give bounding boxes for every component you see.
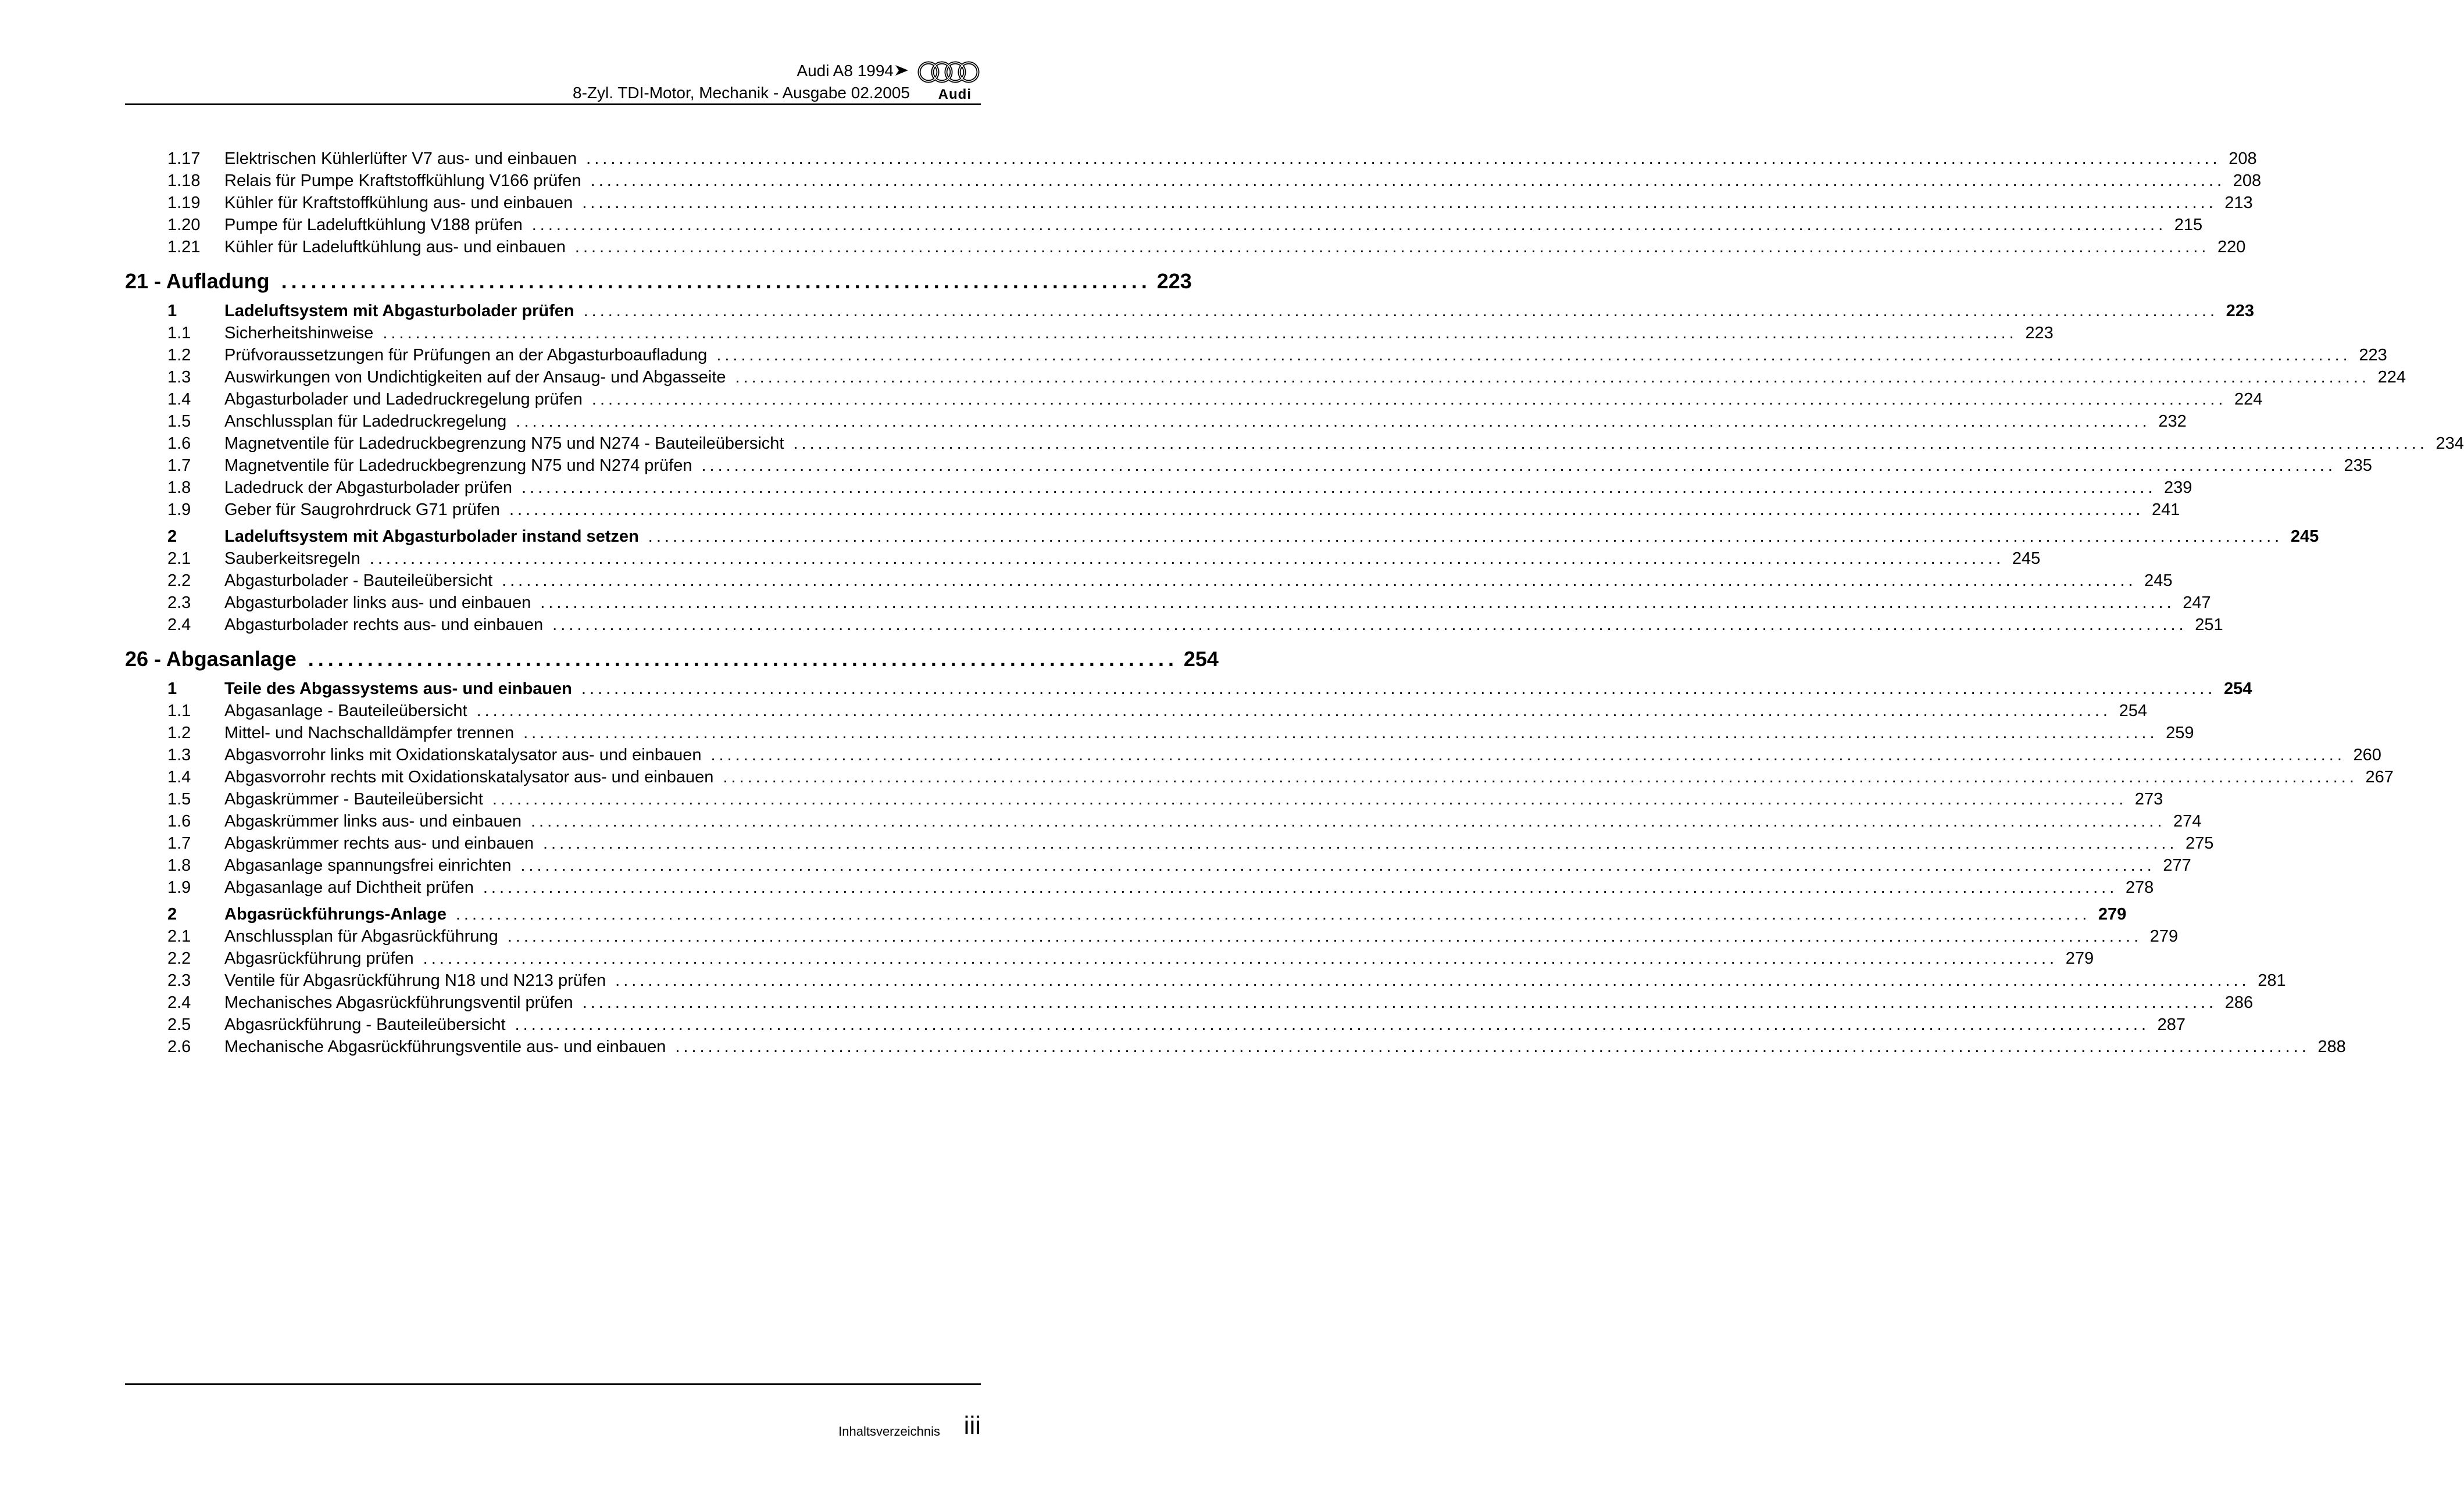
dot-leader: ........................................................................................................................................................................................................ (540, 593, 2175, 612)
toc-entry-page: 215 (2174, 216, 2203, 234)
toc-entry[interactable] (125, 700, 2147, 722)
table-of-contents (125, 148, 2464, 1058)
toc-entry-page: 260 (2353, 746, 2381, 764)
toc-entry-number: 2.1 (167, 549, 191, 568)
toc-entry-page: 277 (2163, 856, 2191, 875)
toc-entry-number: 2.4 (167, 993, 191, 1012)
toc-entry[interactable] (125, 832, 2214, 854)
toc-entry-page: 208 (2229, 149, 2257, 168)
toc-entry[interactable] (125, 322, 2054, 344)
toc-entry-number: 1.8 (167, 478, 191, 497)
audi-wordmark: Audi (938, 87, 972, 102)
dot-leader: ........................................................................................................................................................................................................ (423, 949, 2058, 968)
toc-entry-page: 254 (2119, 702, 2147, 720)
toc-entry[interactable] (125, 1036, 2346, 1058)
toc-entry-number: 1.1 (167, 324, 191, 342)
toc-entry[interactable] (125, 992, 2254, 1014)
toc-entry[interactable] (125, 970, 2286, 992)
dot-leader: ........................................................................................................................................................................................................ (723, 768, 2358, 786)
toc-entry-number: 1.4 (167, 390, 191, 409)
toc-entry-number: 1.17 (167, 149, 201, 168)
dot-leader: ........................................................................................................................................................................................................ (502, 571, 2137, 590)
toc-entry-number: 2.3 (167, 971, 191, 990)
dot-leader: ........................................................................................................................................................................................................ (492, 790, 2127, 809)
dot-leader: ........................................................................................................................................................................................................ (531, 812, 2166, 831)
toc-entry-number: 1.7 (167, 456, 191, 475)
toc-entry-page: 286 (2224, 993, 2254, 1012)
toc-entry-page: 288 (2317, 1038, 2346, 1056)
toc-entry-page: 223 (2025, 324, 2054, 342)
toc-entry-number: 1 (167, 679, 177, 698)
toc-entry[interactable] (125, 410, 2187, 432)
toc-entry-number: 2.2 (167, 949, 191, 968)
dot-leader: ........................................................................................................................................................................................................ (583, 302, 2219, 320)
toc-entry[interactable] (125, 788, 2163, 810)
header-subtitle: 8-Zyl. TDI-Motor, Mechanik - Ausgabe 02.2005 (573, 84, 910, 102)
dot-leader: ........................................................................................................................................................................................................ (552, 616, 2187, 634)
toc-entry[interactable] (125, 432, 2464, 455)
toc-entry-title: Anschlussplan für Abgasrückführung (224, 927, 498, 946)
toc-entry-page: 232 (2158, 412, 2187, 431)
toc-entry[interactable] (125, 300, 2255, 322)
dot-leader: ........................................................................................................................................................................................................ (507, 927, 2142, 946)
toc-entry-number: 2.3 (167, 593, 191, 612)
toc-entry[interactable] (125, 525, 2319, 548)
toc-entry-page: 223 (2226, 302, 2255, 320)
toc-entry-title: Abgaskrümmer rechts aus- und einbauen (224, 834, 534, 853)
dot-leader: ........................................................................................................................................................................................................ (483, 878, 2118, 897)
toc-entry-page: 279 (2065, 949, 2094, 968)
toc-entry-title: Anschlussplan für Ladedruckregelung (224, 412, 507, 431)
toc-entry[interactable] (125, 614, 2223, 636)
toc-entry-page: 235 (2344, 456, 2372, 475)
toc-entry-number: 2 (167, 905, 177, 924)
toc-entry[interactable] (125, 170, 2262, 192)
toc-entry[interactable] (125, 344, 2387, 366)
toc-entry-title: Elektrischen Kühlerlüfter V7 aus- und einbauen (224, 149, 577, 168)
toc-entry-title: Abgasrückführung prüfen (224, 949, 414, 968)
dot-leader: ........................................................................................ (281, 269, 1151, 293)
dot-leader: ........................................................................................................................................................................................................ (476, 702, 2111, 720)
toc-entry-title: Pumpe für Ladeluftkühlung V188 prüfen (224, 216, 523, 234)
toc-entry-title: Abgasvorrohr rechts mit Oxidationskatalysator aus- und einbauen (224, 768, 714, 786)
toc-entry-title: Kühler für Kraftstoffkühlung aus- und einbauen (224, 194, 573, 212)
toc-entry-number: 1.5 (167, 790, 191, 809)
toc-entry-title: Ventile für Abgasrückführung N18 und N213 prüfen (224, 971, 606, 990)
toc-entry-title: Abgasvorrohr links mit Oxidationskatalysator aus- und einbauen (224, 746, 702, 764)
dot-leader: ........................................................................................................................................................................................................ (582, 194, 2217, 212)
dot-leader: ........................................................................................................................................................................................................ (455, 905, 2091, 924)
dot-leader: ........................................................................................................................................................................................................ (574, 238, 2210, 256)
dot-leader: ........................................................................................................................................................................................................ (591, 390, 2227, 409)
toc-entry[interactable] (125, 499, 2180, 521)
toc-entry-number: 1.6 (167, 434, 191, 453)
toc-entry-title: Abgasanlage spannungsfrei einrichten (224, 856, 512, 875)
chapter-heading-21[interactable] (125, 269, 1192, 294)
toc-entry-title: Ladeluftsystem mit Abgasturbolader prüfen (224, 302, 574, 320)
toc-entry-title: Abgasanlage - Bauteileübersicht (224, 702, 467, 720)
toc-entry-number: 1.19 (167, 194, 201, 212)
dot-leader: ........................................................................................................................................................................................................ (581, 679, 2216, 698)
toc-entry[interactable] (125, 548, 2041, 570)
toc-entry-title: Abgasrückführungs-Anlage (224, 905, 447, 924)
toc-entry-page: 234 (2436, 434, 2464, 453)
toc-entry[interactable] (125, 214, 2203, 236)
dot-leader: ........................................................................................................................................................................................................ (590, 171, 2226, 190)
dot-leader: ........................................................................................................................................................................................................ (675, 1038, 2310, 1056)
toc-entry-title: Abgaskrümmer links aus- und einbauen (224, 812, 522, 831)
toc-ch26-group1 (125, 678, 2394, 899)
toc-entry-title: Mechanische Abgasrückführungsventile aus- und einbauen (224, 1038, 666, 1056)
toc-entry[interactable] (125, 903, 2127, 925)
toc-entry-number: 1.5 (167, 412, 191, 431)
dot-leader: ........................................................................................................................................................................................................ (509, 500, 2144, 519)
toc-entry-page: 224 (2234, 390, 2263, 409)
dot-leader: ........................................................................................................................................................................................................ (520, 856, 2155, 875)
toc-entry-title: Abgaskrümmer - Bauteileübersicht (224, 790, 483, 809)
toc-entry-number: 1.3 (167, 368, 191, 387)
toc-entry-page: 251 (2195, 616, 2223, 634)
toc-entry-page: 224 (2377, 368, 2406, 387)
toc-entry-number: 1.9 (167, 878, 191, 897)
toc-entry-number: 1.18 (167, 171, 201, 190)
toc-entry-number: 1.2 (167, 346, 191, 364)
dot-leader: ........................................................................................................................................................................................................ (716, 346, 2351, 364)
toc-entry-page: 239 (2164, 478, 2192, 497)
chapter-title: 26 - Abgasanlage (125, 647, 297, 671)
toc-entry-title: Geber für Saugrohrdruck G71 prüfen (224, 500, 500, 519)
toc-entry-number: 1.9 (167, 500, 191, 519)
toc-entry[interactable] (125, 925, 2179, 947)
toc-entry-title: Abgasturbolader links aus- und einbauen (224, 593, 531, 612)
toc-entry-page: 279 (2098, 905, 2127, 924)
toc-entry-page: 247 (2183, 593, 2211, 612)
toc-entry-page: 279 (2149, 927, 2179, 946)
toc-entry-title: Ladeluftsystem mit Abgasturbolader instand setzen (224, 527, 639, 546)
toc-entry-title: Abgasanlage auf Dichtheit prüfen (224, 878, 474, 897)
toc-entry-page: 275 (2186, 834, 2214, 853)
audi-rings-icon (917, 58, 981, 86)
toc-entry-page: 245 (2290, 527, 2319, 546)
toc-entry[interactable] (125, 570, 2173, 592)
toc-entry[interactable] (125, 592, 2211, 614)
toc-entry-title: Magnetventile für Ladedruckbegrenzung N75 und N274 prüfen (224, 456, 692, 475)
toc-entry-page: 281 (2258, 971, 2286, 990)
toc-entry-number: 1 (167, 302, 177, 320)
dot-leader: ........................................................................................................................................................................................................ (710, 746, 2345, 764)
toc-entry[interactable] (125, 477, 2192, 499)
toc-entry-title: Teile des Abgassystems aus- und einbauen (224, 679, 572, 698)
toc-section-a (125, 148, 2262, 258)
toc-entry-page: 245 (2144, 571, 2173, 590)
dot-leader: ........................................................................................................................................................................................................ (523, 724, 2158, 742)
toc-entry-page: 259 (2166, 724, 2194, 742)
toc-entry-page: 213 (2224, 194, 2253, 212)
toc-entry-page: 223 (2359, 346, 2387, 364)
dot-leader: ........................................................................................................................................................................................................ (735, 368, 2370, 387)
toc-entry-number: 1.8 (167, 856, 191, 875)
toc-entry[interactable] (125, 744, 2381, 766)
toc-entry-number: 2.1 (167, 927, 191, 946)
toc-entry[interactable] (125, 722, 2194, 744)
header-model: Audi A8 1994 (797, 62, 894, 80)
dot-leader: ........................................................................................................................................................................................................ (793, 434, 2428, 453)
toc-entry[interactable] (125, 148, 2257, 170)
toc-entry-title: Kühler für Ladeluftkühlung aus- und einbauen (224, 238, 566, 256)
toc-entry-page: 287 (2157, 1015, 2186, 1034)
dot-leader: ........................................................................................................................................................................................................ (531, 216, 2167, 234)
toc-entry-title: Abgasrückführung - Bauteileübersicht (224, 1015, 506, 1034)
toc-entry-number: 1.20 (167, 216, 201, 234)
toc-entry[interactable] (125, 947, 2094, 970)
toc-entry-title: Prüfvoraussetzungen für Prüfungen an der Abgasturboaufladung (224, 346, 708, 364)
toc-entry-page: 208 (2233, 171, 2262, 190)
toc-entry-number: 1.1 (167, 702, 191, 720)
toc-entry[interactable] (125, 192, 2253, 214)
page-header (125, 58, 981, 106)
toc-entry-number: 2.5 (167, 1015, 191, 1034)
dot-leader: ........................................................................................................................................................................................................ (648, 527, 2283, 546)
dot-leader: ........................................................................................................................................................................................................ (369, 549, 2005, 568)
toc-entry-title: Magnetventile für Ladedruckbegrenzung N75 und N274 - Bauteileübersicht (224, 434, 784, 453)
toc-entry-page: 278 (2125, 878, 2154, 897)
toc-entry-page: 241 (2151, 500, 2180, 519)
toc-entry-title: Mechanisches Abgasrückführungsventil prüfen (224, 993, 573, 1012)
chapter-heading-26[interactable] (125, 646, 1219, 672)
toc-entry-number: 2 (167, 527, 177, 546)
toc-entry-title: Relais für Pumpe Kraftstoffkühlung V166 prüfen (224, 171, 581, 190)
dot-leader: ........................................................................................ (308, 647, 1178, 671)
chapter-page: 223 (1156, 269, 1192, 293)
toc-ch21-group2 (125, 525, 2319, 636)
toc-entry-page: 274 (2173, 812, 2202, 831)
toc-entry[interactable] (125, 366, 2406, 388)
toc-entry[interactable] (125, 678, 2252, 700)
toc-entry-number: 1.3 (167, 746, 191, 764)
dot-leader: ........................................................................................................................................................................................................ (542, 834, 2178, 853)
header-rule (125, 103, 981, 105)
toc-entry-number: 1.2 (167, 724, 191, 742)
chapter-title: 21 - Aufladung (125, 269, 270, 293)
toc-entry-number: 1.4 (167, 768, 191, 786)
toc-ch26-group2 (125, 903, 2346, 1058)
toc-entry-title: Abgasturbolader rechts aus- und einbauen (224, 616, 544, 634)
toc-entry-title: Abgasturbolader und Ladedruckregelung prüfen (224, 390, 583, 409)
toc-entry[interactable] (125, 236, 2246, 258)
toc-entry-title: Auswirkungen von Undichtigkeiten auf der Ansaug- und Abgasseite (224, 368, 726, 387)
toc-entry-page: 254 (2223, 679, 2252, 698)
footer-page-number: iii (963, 1411, 981, 1440)
toc-entry-number: 2.4 (167, 616, 191, 634)
dot-leader: ........................................................................................................................................................................................................ (383, 324, 2017, 342)
dot-leader: ........................................................................................................................................................................................................ (516, 412, 2151, 431)
toc-ch21-group1 (125, 300, 2464, 521)
toc-entry-title: Abgasturbolader - Bauteileübersicht (224, 571, 493, 590)
dot-leader: ........................................................................................................................................................................................................ (615, 971, 2250, 990)
toc-entry[interactable] (125, 766, 2394, 788)
toc-entry-number: 2.6 (167, 1038, 191, 1056)
toc-entry-page: 267 (2365, 768, 2394, 786)
toc-entry-number: 1.7 (167, 834, 191, 853)
footer-label: Inhaltsverzeichnis (838, 1424, 940, 1439)
toc-entry[interactable] (125, 877, 2154, 899)
dot-leader: ........................................................................................................................................................................................................ (586, 149, 2221, 168)
toc-entry[interactable] (125, 810, 2202, 832)
toc-entry[interactable] (125, 388, 2263, 410)
toc-entry[interactable] (125, 854, 2191, 877)
toc-entry-page: 220 (2217, 238, 2246, 256)
toc-entry-number: 2.2 (167, 571, 191, 590)
toc-entry[interactable] (125, 1014, 2186, 1036)
arrow-right-icon (895, 65, 908, 76)
dot-leader: ........................................................................................................................................................................................................ (582, 993, 2217, 1012)
dot-leader: ........................................................................................................................................................................................................ (521, 478, 2156, 497)
toc-entry-title: Mittel- und Nachschalldämpfer trennen (224, 724, 515, 742)
toc-entry-number: 1.6 (167, 812, 191, 831)
chapter-page: 254 (1183, 647, 1219, 671)
dot-leader: ........................................................................................................................................................................................................ (701, 456, 2336, 475)
toc-entry-title: Sicherheitshinweise (224, 324, 374, 342)
toc-entry[interactable] (125, 455, 2372, 477)
footer-rule (125, 1383, 981, 1385)
dot-leader: ........................................................................................................................................................................................................ (515, 1015, 2150, 1034)
toc-entry-title: Ladedruck der Abgasturbolader prüfen (224, 478, 512, 497)
toc-entry-number: 1.21 (167, 238, 201, 256)
toc-entry-page: 245 (2012, 549, 2041, 568)
toc-entry-title: Sauberkeitsregeln (224, 549, 360, 568)
toc-entry-page: 273 (2134, 790, 2163, 809)
